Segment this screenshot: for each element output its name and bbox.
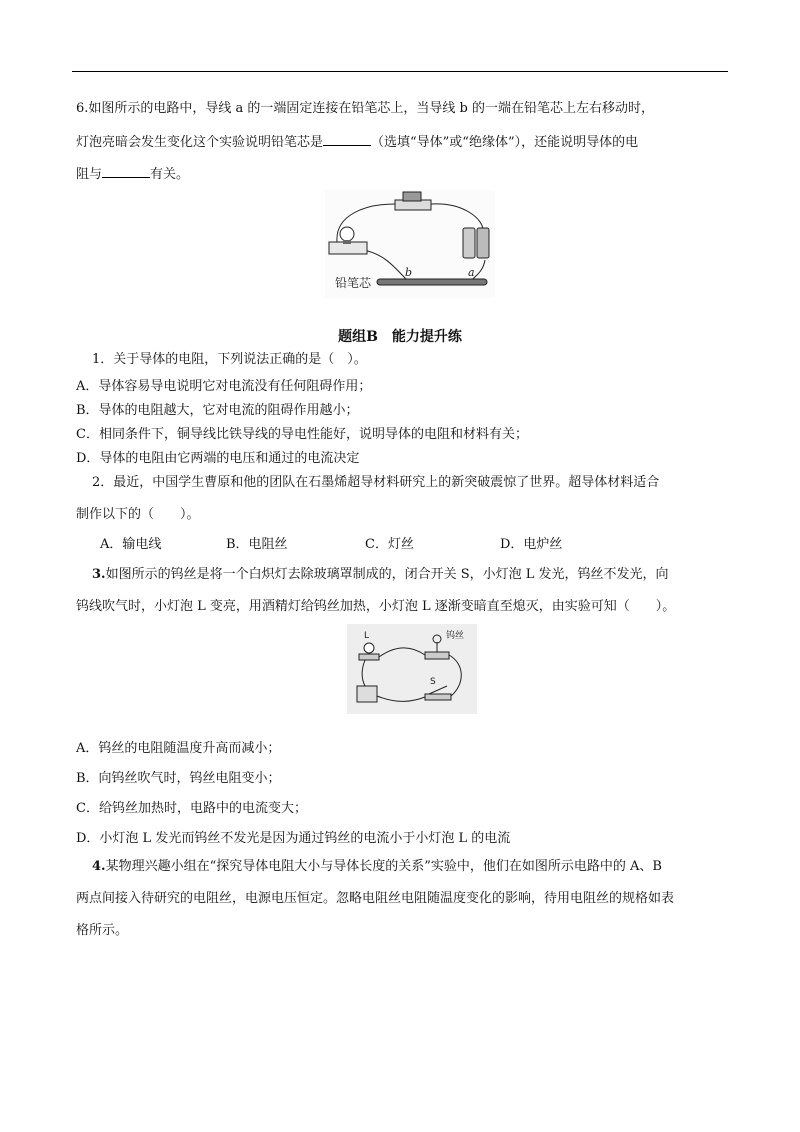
- section-title: 题组B 能力提升练: [338, 329, 462, 345]
- q4-line3: 格所示。: [76, 923, 129, 938]
- q6-line2: [76, 133, 638, 151]
- q2-option-a: A．输电线: [100, 537, 162, 552]
- q2-option-c: C．灯丝: [365, 537, 414, 552]
- q2-option-d: D．电炉丝: [500, 537, 563, 552]
- q3-option-c: C．给钨丝加热时，电路中的电流变大；: [76, 801, 307, 816]
- tungsten-circuit-figure: [347, 624, 477, 714]
- q6-line2-b: （选填“导体”或“绝缘体”），还能说明导体的电: [371, 135, 639, 150]
- q6-line3: [76, 165, 189, 183]
- q1-option-b: B．导体的电阻越大，它对电流的阻碍作用越小；: [76, 403, 359, 418]
- q1-option-c: C．相同条件下，铜导线比铁导线的导电性能好，说明导体的电阻和材料有关；: [76, 427, 528, 442]
- q2-line2: 制作以下的（ ）。: [76, 507, 200, 522]
- q3-option-b: B．向钨丝吹气时，钨丝电阻变小；: [76, 771, 281, 786]
- q1-option-d: D．导体的电阻由它两端的电压和通过的电流决定: [76, 451, 360, 466]
- q1-stem: 1．关于导体的电阻，下列说法正确的是（ ）。: [92, 352, 367, 367]
- q2-line1: 2．最近，中国学生曹原和他的团队在石墨烯超导材料研究上的新突破震惊了世界。超导体材料适合: [92, 475, 660, 490]
- header-rule: [72, 71, 728, 72]
- q4-line1: [92, 859, 662, 875]
- q4-line1-text: 某物理兴趣小组在“探究导体电阻大小与导体长度的关系”实验中，他们在如图所示电路中的 A、B: [105, 859, 662, 874]
- q6-line1: 6.如图所示的电路中，导线 a 的一端固定连接在铅笔芯上，当导线 b 的一端在铅笔芯上左右移动时，: [76, 101, 655, 116]
- tungsten-label: 钨丝: [446, 631, 465, 641]
- q3-line2: 钨线吹气时，小灯泡 L 变亮，用酒精灯给钨丝加热，小灯泡 L 逐渐变暗直至熄灭，由实验可知（ ）。: [76, 599, 676, 614]
- wire-b-label: b: [405, 266, 413, 279]
- q1-option-a: A．导体容易导电说明它对电流没有任何阻碍作用；: [76, 379, 372, 394]
- pencil-label: 铅笔芯: [335, 276, 372, 290]
- lamp-label: L: [364, 631, 370, 641]
- answer-blank-1[interactable]: [323, 133, 371, 146]
- wire-a-label: a: [468, 266, 475, 279]
- q3-line1: [92, 567, 669, 583]
- q6-line3-a: 阻与: [76, 167, 103, 182]
- q3-number: 3.: [92, 567, 106, 582]
- q2-option-b: B．电阻丝: [226, 537, 288, 552]
- answer-blank-2[interactable]: [102, 165, 150, 178]
- q4-number: 4.: [92, 859, 106, 874]
- switch-label: S: [430, 677, 436, 687]
- q4-line2: 两点间接入待研究的电阻丝，电源电压恒定。忽略电阻丝电阻随温度变化的影响，待用电阻丝的规格如表: [76, 891, 675, 906]
- q6-line2-a: 灯泡亮暗会发生变化这个实验说明铅笔芯是: [76, 135, 324, 150]
- q3-option-d: D．小灯泡 L 发光而钨丝不发光是因为通过钨丝的电流小于小灯泡 L 的电流: [76, 831, 511, 846]
- q6-line3-b: 有关。: [150, 167, 190, 182]
- pencil-circuit-figure: [325, 190, 495, 298]
- q3-option-a: A．钨丝的电阻随温度升高而减小；: [76, 741, 281, 756]
- q3-line1-text: 如图所示的钨丝是将一个白炽灯去除玻璃罩制成的，闭合开关 S，小灯泡 L 发光，钨丝不发光，向: [105, 567, 669, 582]
